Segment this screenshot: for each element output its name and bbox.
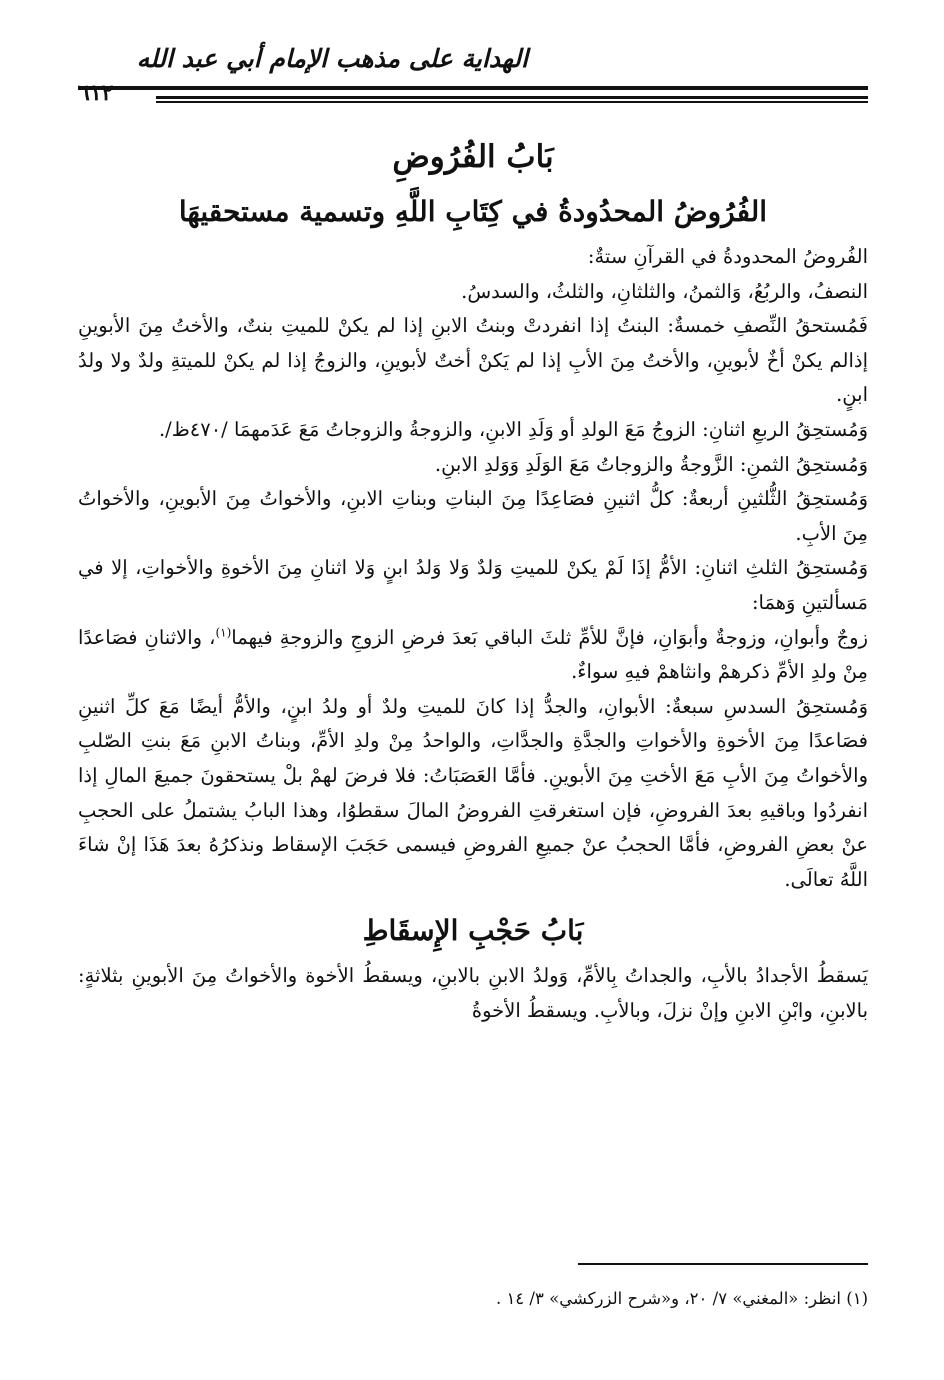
- paragraph-shares-list: النصفُ، والربُعُ، وَالثمنُ، والثلثانِ، والثلثُ، والسدسُ.: [461, 279, 868, 303]
- header-double-rule: [156, 96, 868, 103]
- chapter-subheading: الفُرُوضُ المحدُودةُ في كِتَابِ اللَّهِ وتسمية مستحقيهَا: [178, 195, 768, 228]
- page-number: ٦١٢: [78, 80, 114, 106]
- paragraph-third-cases-a: زوجٌ وأبوانِ، وزوجةٌ وأبوَانِ، فإنَّ للأمِّ ثلثَ الباقي بَعدَ فرضِ الزوجِ والزوجةِ فيهما: [231, 625, 868, 649]
- running-title: الهداية على مذهب الإمام أبي عبد الله: [136, 44, 528, 73]
- paragraph-eighth: وَمُستحِقُ الثمنِ: الزَّوجةُ والزوجاتُ مَعَ الوَلَدِ وَوَلدِ الابنِ.: [434, 452, 868, 476]
- paragraph-third: وَمُستحِقُ الثلثِ اثنانِ: الأمُّ إذَا لَمْ يكنْ للميتِ وَلدٌ وَلا وَلدُ ابنٍ وَلا اثنانِ مِنَ الأخوةِ والأخواتِ، إلا في مَسألتينِ وَهمَا:: [78, 556, 868, 614]
- paragraph-quarter: وَمُستحِقُ الربعِ اثنانِ: الزوجُ مَعَ الولدِ أو وَلَدِ الابنِ، والزوجةُ والزوجاتُ مَعَ عَدَمهمَا /٤٧٠ظ/.: [158, 417, 868, 441]
- section-heading: بَابُ حَجْبِ الإِسقَاطِ: [362, 914, 584, 948]
- chapter-heading: بَابُ الفُرُوضِ: [392, 139, 554, 175]
- header-rule: [78, 86, 868, 90]
- paragraph-third-cases-b: ، والاثنانِ فصَاعدًا مِنْ ولدِ الأمِّ ذكرهمْ وانثاهمْ فيهِ سواءٌ.: [78, 625, 868, 684]
- page-number-row: [78, 80, 868, 114]
- footnote: (١) انظر: «المغني» ٧/ ٢٠، و«شرح الزركشي» ٣/ ١٤ .: [495, 1289, 868, 1308]
- paragraph-intro: الفُروضُ المحدودةُ في القرآنِ ستةٌ:: [587, 245, 868, 268]
- footnote-divider: [578, 1263, 868, 1265]
- footnote-reference: (١): [215, 625, 232, 640]
- paragraph-exclusion: يَسقطُ الأجدادُ بالأبِ، والجداتُ بِالأمِّ، وَولدُ الابنِ بالابنِ، ويسقطُ الأخوة والأخواتُ مِنَ الأبوينِ بثلاثةٍ: بالابنِ، وابْنِ الابنِ وإنْ نزلَ، وبالأبِ. ويسقطُ الأخوةُ: [78, 964, 868, 1022]
- paragraph-half: فَمُستحقُ النِّصفِ خمسةٌ: البنتُ إذا انفردتْ وبنتُ الابنِ إذا لم يكنْ للميتِ بنتٌ، والأختُ مِنَ الأبوينِ إذالم يكنْ أخٌ لأبوينِ، والأختُ مِنَ الأبِ إذا لم يَكنْ أختٌ لأبوينِ، والزوجُ إذا لم يكنْ للميتةِ ولدٌ ولا ولدُ ابنٍ.: [78, 314, 868, 407]
- running-header: [78, 38, 868, 106]
- book-page: [78, 38, 868, 1348]
- paragraph-third-cases: [78, 621, 868, 690]
- paragraph-two-thirds: وَمُستحِقُ الثُّلثينِ أربعةٌ: كلُّ اثنينِ فصَاعِدًا مِنَ البناتِ وبناتِ الابنِ، والأخواتُ مِنَ الأبوينِ، والأخواتُ مِنَ الأبِ.: [78, 487, 868, 545]
- page-content: [78, 134, 868, 1028]
- paragraph-sixth: وَمُستحِقُ السدسِ سبعةٌ: الأبوانِ، والجدُّ إذا كانَ للميتِ ولدٌ أو ولدُ ابنٍ، والأمُّ أيضًا مَعَ كلِّ اثنينِ فصَاعدًا مِنَ الأخوةِ والأخواتِ والجدَّةِ والجدَّاتِ، والواحدُ مِنْ ولدِ الأمِّ، وبناتُ الابنِ مَعَ بنتِ الصّلبِ والأخواتُ مِنَ الأبِ مَعَ الأختِ مِنَ الأبوينِ. فأمَّا العَصَبَاتُ: فلا فرضَ لهمْ بلْ يستحقونَ جميعَ المالِ إذا انفردُوا وباقيهِ بعدَ الفروضِ، فإن استغرقتِ الفروضُ المالَ سقطوُا، وهذا البابُ يشتملُ على الحجبِ عنْ بعضِ الفروضِ، فأمَّا الحجبُ عنْ جميعِ الفروضِ فيسمى حَجَبَ الإسقاط ونذكرُهُ بعدَ هَذَا إنْ شاءَ اللَّهُ تعالَى.: [78, 694, 868, 891]
